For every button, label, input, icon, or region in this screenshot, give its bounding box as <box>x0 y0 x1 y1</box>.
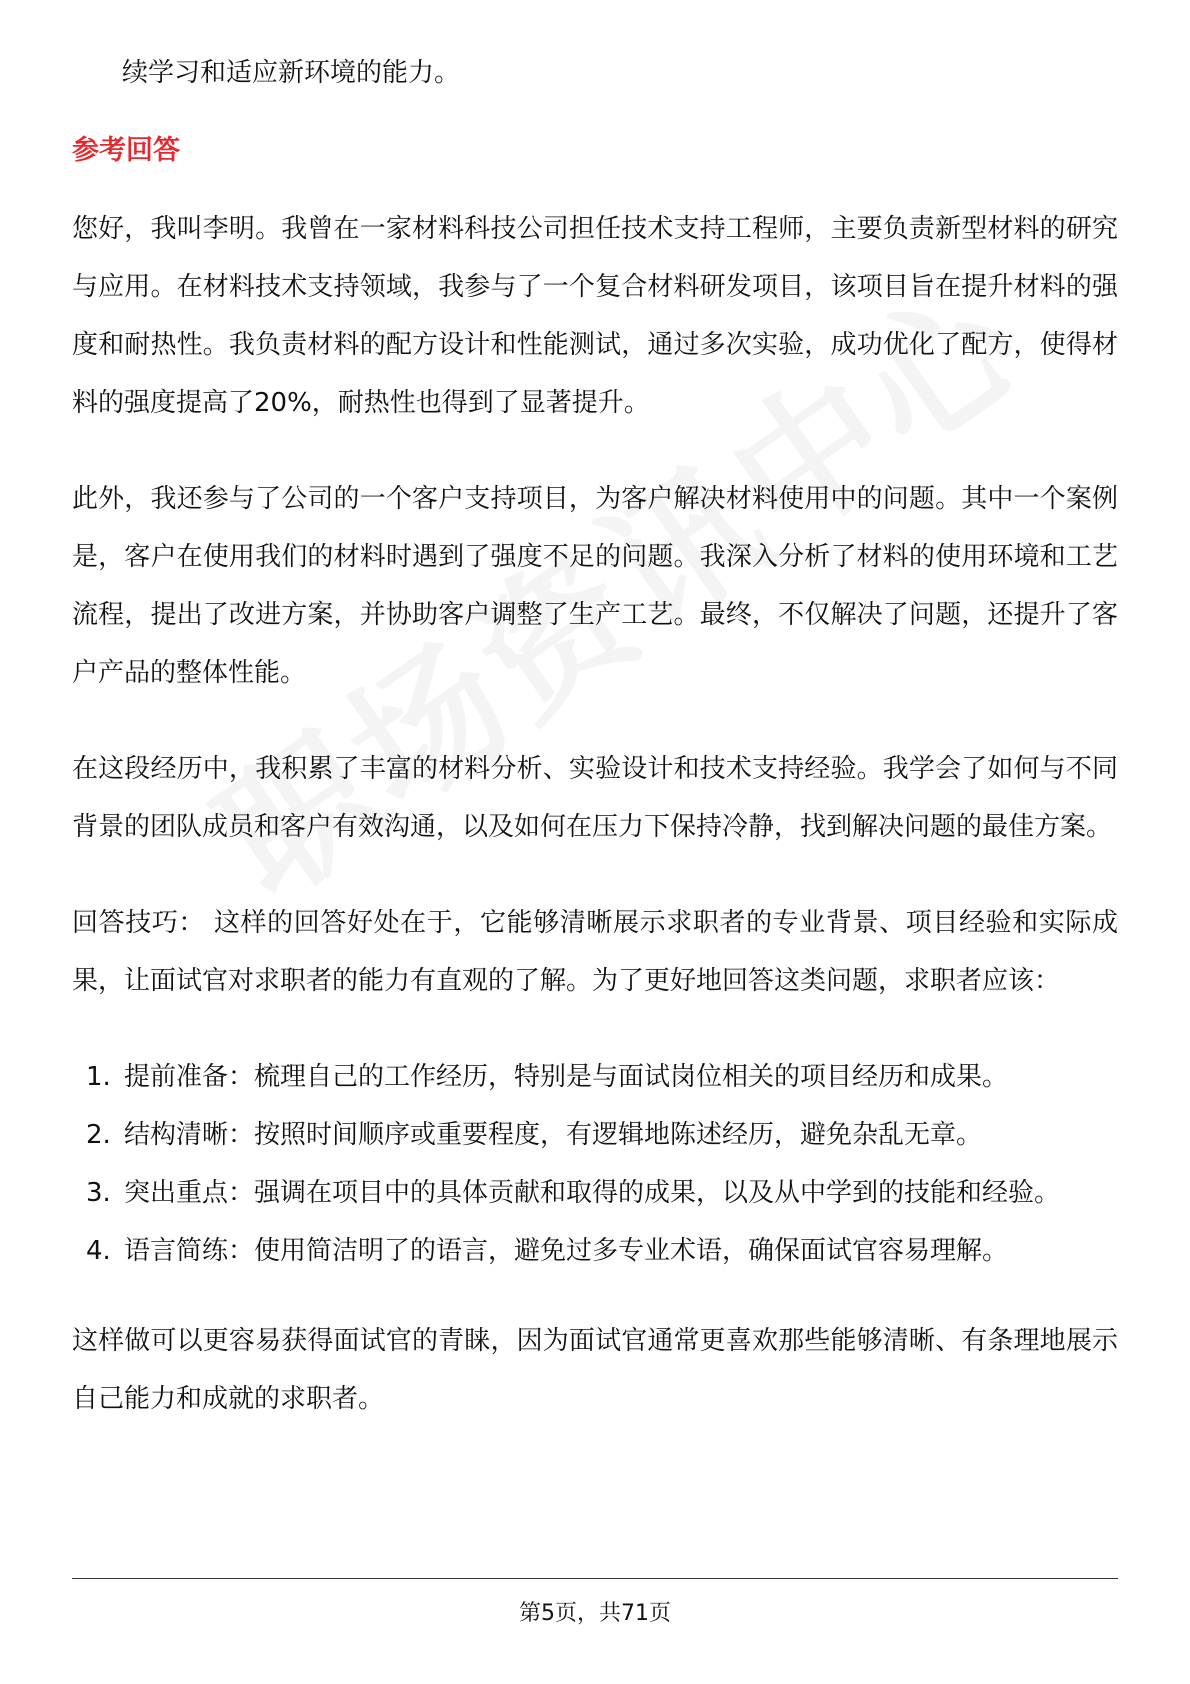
list-item <box>72 1164 1118 1222</box>
section-heading: 参考回答 <box>72 135 180 166</box>
paragraph-answer-tips: 回答技巧： 这样的回答好处在于，它能够清晰展示求职者的专业背景、项目经验和实际成果，让面试官对求职者的能力有直观的了解。为了更好地回答这类问题，求职者应该： <box>72 908 1118 996</box>
list-item <box>72 1106 1118 1164</box>
list-item-text: 语言简练：使用简洁明了的语言，避免过多专业术语，确保面试官容易理解。 <box>124 1236 1009 1266</box>
page-content <box>72 44 1118 1466</box>
list-item-text: 突出重点：强调在项目中的具体贡献和取得的成果，以及从中学到的技能和经验。 <box>124 1178 1061 1208</box>
list-item-number: 3. <box>86 1178 111 1208</box>
tips-list <box>72 1048 1118 1280</box>
footer-divider <box>72 1578 1118 1579</box>
paragraph-closing: 这样做可以更容易获得面试官的青睐，因为面试官通常更喜欢那些能够清晰、有条理地展示自己能力和成就的求职者。 <box>72 1326 1118 1414</box>
paragraph-experience: 在这段经历中，我积累了丰富的材料分析、实验设计和技术支持经验。我学会了如何与不同背景的团队成员和客户有效沟通，以及如何在压力下保持冷静，找到解决问题的最佳方案。 <box>72 754 1118 842</box>
page-number: 第5页，共71页 <box>519 1601 671 1626</box>
list-item-number: 1. <box>86 1062 111 1092</box>
continued-text: 续学习和适应新环境的能力。 <box>122 58 461 88</box>
list-item-number: 2. <box>86 1120 111 1150</box>
list-item-text: 提前准备：梳理自己的工作经历，特别是与面试岗位相关的项目经历和成果。 <box>124 1062 1009 1092</box>
list-item-text: 结构清晰：按照时间顺序或重要程度，有逻辑地陈述经历，避免杂乱无章。 <box>124 1120 983 1150</box>
list-item <box>72 1048 1118 1106</box>
list-item-number: 4. <box>86 1236 111 1266</box>
paragraph-intro: 您好，我叫李明。我曾在一家材料科技公司担任技术支持工程师，主要负责新型材料的研究与应用。在材料技术支持领域，我参与了一个复合材料研发项目，该项目旨在提升材料的强度和耐热性。我负责材料的配方设计和性能测试，通过多次实验，成功优化了配方，使得材料的强度提高了20%，耐热性也得到了显著提升。 <box>72 214 1118 418</box>
paragraph-customer-support: 此外，我还参与了公司的一个客户支持项目，为客户解决材料使用中的问题。其中一个案例是，客户在使用我们的材料时遇到了强度不足的问题。我深入分析了材料的使用环境和工艺流程，提出了改进方案，并协助客户调整了生产工艺。最终，不仅解决了问题，还提升了客户产品的整体性能。 <box>72 484 1118 688</box>
list-item <box>72 1222 1118 1280</box>
